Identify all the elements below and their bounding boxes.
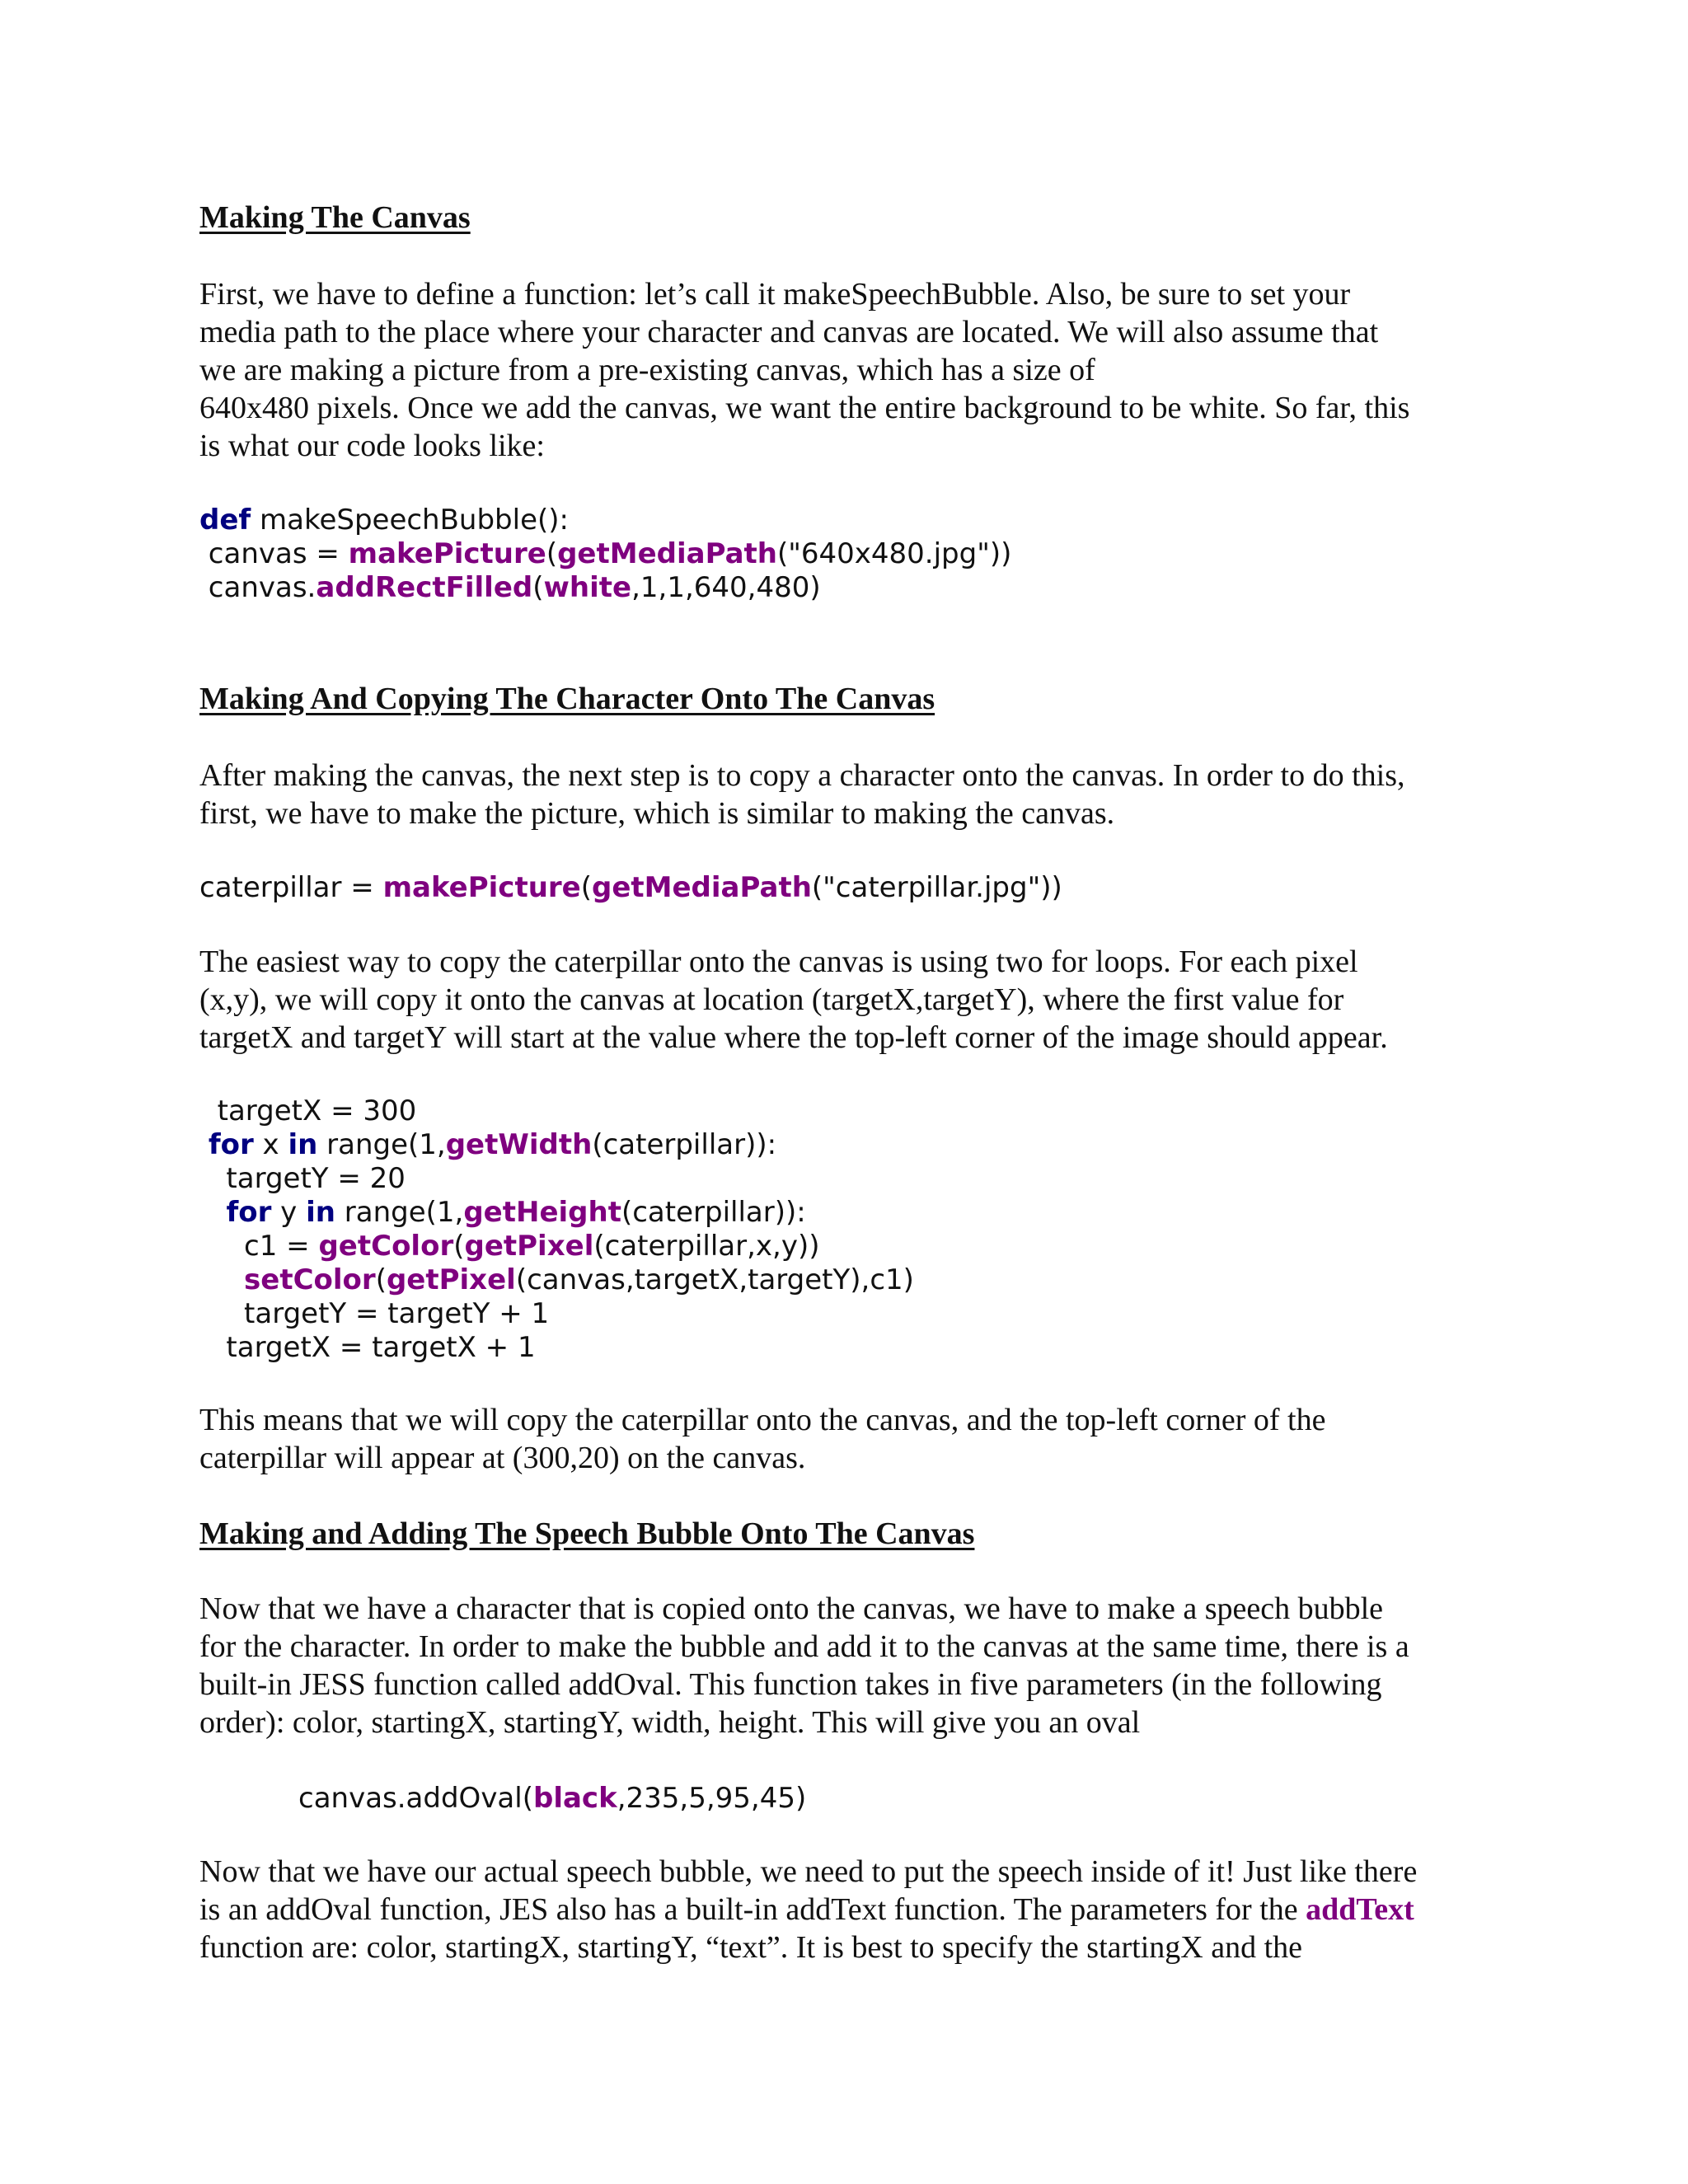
code-text: (	[580, 871, 593, 904]
paragraph-line: is what our code looks like:	[199, 429, 545, 463]
code-line	[199, 571, 1011, 605]
code-block-make-canvas	[199, 504, 1011, 605]
code-function: getMediaPath	[592, 871, 812, 904]
code-block-make-caterpillar	[199, 871, 1062, 905]
code-text: (	[546, 537, 558, 570]
code-function: white	[543, 571, 632, 604]
code-line: targetX = 300	[199, 1094, 417, 1127]
paragraph-line: first, we have to make the picture, which is similar to making the canvas.	[199, 796, 1115, 831]
code-line: targetY = 20	[199, 1162, 406, 1195]
code-text: ("640x480.jpg"))	[776, 537, 1012, 570]
code-text: y	[271, 1196, 307, 1229]
code-text: ("caterpillar.jpg"))	[811, 871, 1062, 904]
code-text: caterpillar =	[199, 871, 383, 904]
code-keyword: for	[226, 1196, 272, 1229]
paragraph-line: targetX and targetY will start at the value where the top-left corner of the image should appear.	[199, 1020, 1388, 1055]
code-text: range(1,	[335, 1196, 464, 1229]
code-line	[298, 1782, 806, 1816]
code-block-add-oval	[298, 1782, 806, 1816]
code-text: x	[253, 1128, 288, 1161]
paragraph-copy-result	[199, 1401, 1502, 1477]
code-text	[199, 1196, 226, 1229]
code-text: range(1,	[317, 1128, 446, 1161]
paragraph-add-oval	[199, 1590, 1502, 1741]
paragraph-line: First, we have to define a function: let’s call it makeSpeechBubble. Also, be sure to set your	[199, 277, 1351, 312]
code-line: targetX = targetX + 1	[199, 1331, 536, 1364]
code-text: (	[532, 571, 544, 604]
code-text: makeSpeechBubble():	[251, 504, 569, 537]
code-text: canvas.	[199, 571, 316, 604]
code-line	[199, 1196, 914, 1230]
code-text: (caterpillar)):	[621, 1196, 806, 1229]
code-function: getPixel	[386, 1263, 516, 1296]
code-line	[199, 1128, 914, 1162]
paragraph-line: 640x480 pixels. Once we add the canvas, we want the entire background to be white. So far, this	[199, 391, 1410, 425]
code-text: (caterpillar)):	[592, 1128, 777, 1161]
paragraph-line: caterpillar will appear at (300,20) on the canvas.	[199, 1441, 806, 1475]
heading-making-and-copying-character: Making And Copying The Character Onto The Canvas	[199, 682, 935, 716]
paragraph-line: built-in JESS function called addOval. This function takes in five parameters (in the following	[199, 1667, 1382, 1702]
code-keyword: def	[199, 504, 251, 537]
paragraph-line	[199, 1891, 1502, 1929]
code-text: (	[375, 1263, 387, 1296]
code-text	[199, 1263, 244, 1296]
inline-function-name: addText	[1306, 1892, 1414, 1927]
code-function: getHeight	[463, 1196, 621, 1229]
paragraph-copy-intro	[199, 757, 1502, 832]
code-line	[199, 871, 1062, 905]
code-keyword: for	[208, 1128, 254, 1161]
paragraph-line: order): color, startingX, startingY, width, height. This will give you an oval	[199, 1705, 1141, 1740]
paragraph-line: Now that we have a character that is copied onto the canvas, we have to make a speech bubble	[199, 1591, 1384, 1626]
paragraph-line: function are: color, startingX, startingY, “text”. It is best to specify the startingX and the	[199, 1930, 1302, 1965]
code-keyword: in	[306, 1196, 335, 1229]
code-function: setColor	[244, 1263, 376, 1296]
code-line: targetY = targetY + 1	[199, 1297, 550, 1330]
code-text: c1 =	[199, 1230, 319, 1263]
paragraph-line: (x,y), we will copy it onto the canvas at location (targetX,targetY), where the first value for	[199, 982, 1344, 1017]
paragraph-line: This means that we will copy the caterpillar onto the canvas, and the top-left corner of the	[199, 1403, 1326, 1437]
code-line	[199, 537, 1011, 571]
code-function: black	[532, 1782, 617, 1815]
code-block-copy-loops	[199, 1094, 914, 1365]
paragraph-line: for the character. In order to make the bubble and add it to the canvas at the same time, there is a	[199, 1629, 1409, 1664]
paragraph-add-text	[199, 1853, 1502, 1966]
code-line	[199, 1263, 914, 1297]
code-text: canvas.addOval(	[298, 1782, 533, 1815]
code-line	[199, 504, 1011, 537]
code-function: getPixel	[464, 1230, 594, 1263]
code-text: (	[453, 1230, 465, 1263]
code-function: getMediaPath	[557, 537, 777, 570]
code-function: makePicture	[382, 871, 581, 904]
paragraph-line: Now that we have our actual speech bubble, we need to put the speech inside of it! Just like there	[199, 1854, 1418, 1889]
paragraph-intro	[199, 275, 1502, 465]
code-function: makePicture	[348, 537, 546, 570]
code-text: (caterpillar,x,y))	[593, 1230, 820, 1263]
code-function: getColor	[318, 1230, 454, 1263]
paragraph-line: media path to the place where your character and canvas are located. We will also assume that	[199, 315, 1379, 349]
code-text	[199, 1128, 209, 1161]
code-text: ,235,5,95,45)	[617, 1782, 807, 1815]
code-text: canvas =	[199, 537, 349, 570]
paragraph-line: we are making a picture from a pre-existing canvas, which has a size of	[199, 353, 1095, 387]
code-function: addRectFilled	[316, 571, 533, 604]
paragraph-line: After making the canvas, the next step is to copy a character onto the canvas. In order to do this,	[199, 758, 1405, 793]
code-text: ,1,1,640,480)	[631, 571, 821, 604]
code-function: getWidth	[445, 1128, 593, 1161]
heading-making-the-canvas: Making The Canvas	[199, 200, 471, 235]
paragraph-line: The easiest way to copy the caterpillar onto the canvas is using two for loops. For each pixel	[199, 944, 1358, 979]
code-line	[199, 1230, 914, 1263]
paragraph-text: is an addOval function, JES also has a built-in addText function. The parameters for the	[199, 1892, 1306, 1927]
heading-speech-bubble: Making and Adding The Speech Bubble Onto The Canvas	[199, 1516, 975, 1551]
code-text: (canvas,targetX,targetY),c1)	[515, 1263, 914, 1296]
code-keyword: in	[288, 1128, 318, 1161]
paragraph-two-loops	[199, 943, 1502, 1057]
